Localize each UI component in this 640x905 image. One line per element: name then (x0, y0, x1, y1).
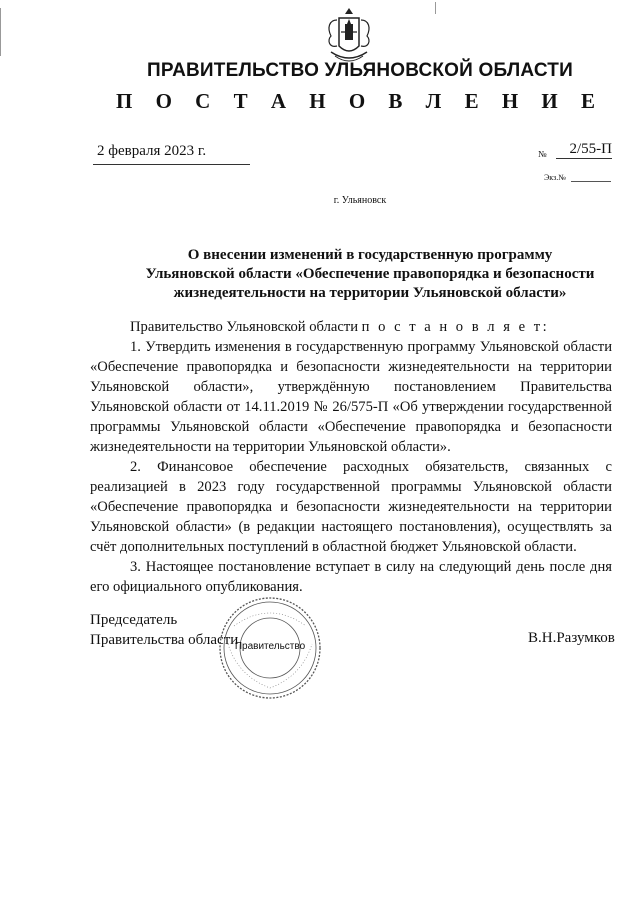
preamble-text: Правительство Ульяновской области (130, 319, 359, 335)
document-body (90, 317, 612, 597)
document-date: 2 февраля 2023 г. (97, 143, 207, 159)
coat-of-arms-emblem (323, 6, 375, 66)
clause-2: 2. Финансовое обеспечение расходных обязательств, связанных с реализацией в 2023 году государственной программы Ульяновской области «Обеспечение правопорядка и безопасности жизнедеятельности на территории Ульяновской области» (в редакции настоящего постановления), осуществлять за счёт дополнительных поступлений в областной бюджет Ульяновской области. (90, 459, 612, 555)
signatory-position-line: Председатель (90, 612, 178, 628)
title-line: жизнедеятельности на территории Ульяновской области» (173, 285, 567, 301)
scan-edge-mark (435, 2, 436, 14)
copy-number-label: Экз.№ (544, 173, 566, 182)
title-line: О внесении изменений в государственную программу (187, 247, 553, 263)
document-number: 2/55-П (556, 141, 612, 159)
signatory-name: В.Н.Разумков (528, 630, 615, 646)
signatory-position-line: Правительства области (90, 632, 239, 648)
date-underline (93, 164, 250, 165)
preamble (90, 317, 612, 337)
organization-name: ПРАВИТЕЛЬСТВО УЛЬЯНОВСКОЙ ОБЛАСТИ (147, 60, 573, 81)
preamble-keyword: п о с т а н о в л я е т: (361, 319, 550, 335)
title-line: Ульяновской области «Обеспечение правопорядка и безопасности (145, 266, 595, 282)
seal-center-text: Правительство (234, 641, 306, 652)
clause-3: 3. Настоящее постановление вступает в силу на следующий день после дня его официального опубликования. (90, 559, 612, 595)
signatory-position (90, 610, 238, 650)
document-type-heading: П О С Т А Н О В Л Е Н И Е (115, 89, 604, 113)
scan-edge-mark (0, 8, 1, 56)
issue-city: г. Ульяновск (333, 195, 387, 206)
number-sign: № (538, 149, 547, 159)
copy-number-blank (571, 181, 611, 182)
clause-1: 1. Утвердить изменения в государственную программу Ульяновской области «Обеспечение правопорядка и безопасности жизнедеятельности на территории Ульяновской области», утверждённую постановлением Правительства Ульяновской области от 14.11.2019 № 26/575-П «Об утверждении государственной программы Ульяновской области «Обеспечение правопорядка и безопасности жизнедеятельности на территории Ульяновской области». (90, 339, 612, 455)
document-title (140, 246, 600, 303)
